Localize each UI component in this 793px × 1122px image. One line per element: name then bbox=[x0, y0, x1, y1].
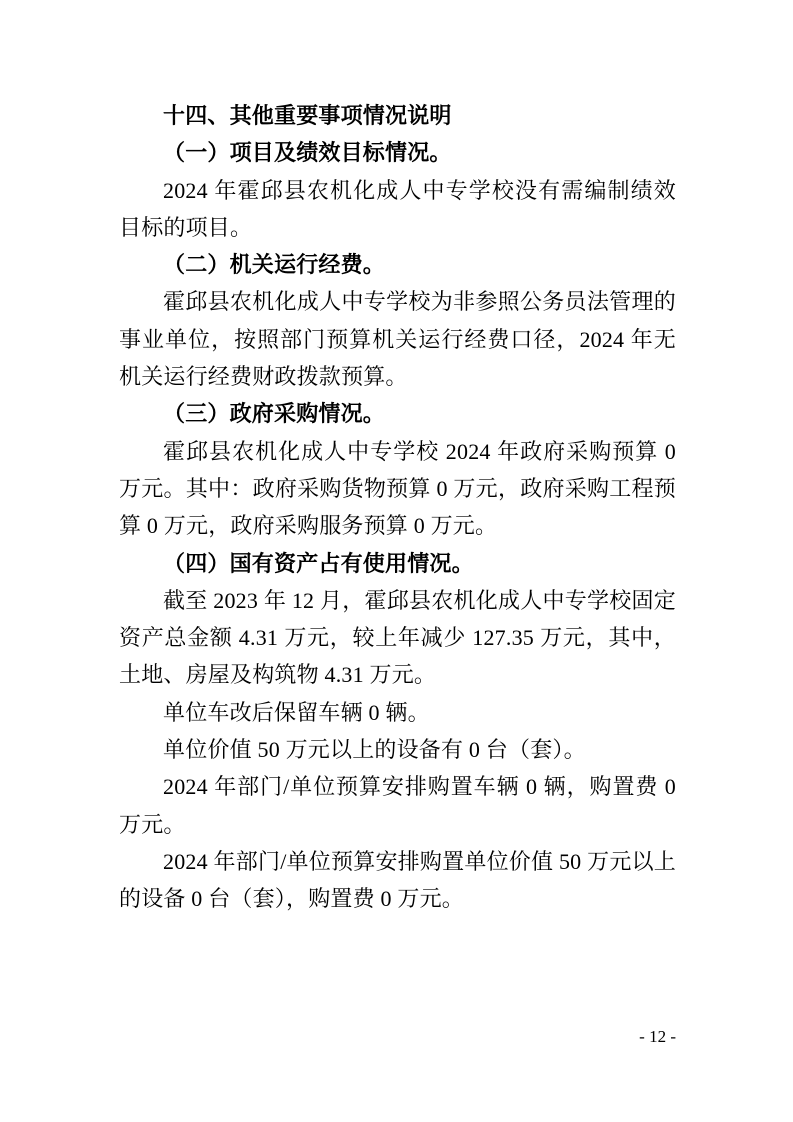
subsection-heading-3: （三）政府采购情况。 bbox=[163, 401, 386, 427]
paragraph-operating-funds: 霍邱县农机化成人中专学校为非参照公务员法管理的事业单位，按照部门预算机关运行经费口径，2024 年无机关运行经费财政拨款预算。 bbox=[119, 289, 676, 390]
subsection-heading-2: （二）机关运行经费。 bbox=[163, 252, 386, 278]
paragraph-performance-targets: 2024 年霍邱县农机化成人中专学校没有需编制绩效目标的项目。 bbox=[119, 177, 676, 240]
section-heading-14: 十四、其他重要事项情况说明 bbox=[163, 103, 452, 128]
page-number: - 12 - bbox=[639, 1027, 676, 1046]
document-body bbox=[119, 97, 676, 918]
subsection-heading-4: （四）国有资产占有使用情况。 bbox=[163, 550, 474, 576]
paragraph-vehicle-purchase: 2024 年部门/单位预算安排购置车辆 0 辆，购置费 0 万元。 bbox=[119, 774, 676, 837]
paragraph-equipment-over-50w: 单位价值 50 万元以上的设备有 0 台（套）。 bbox=[163, 737, 586, 763]
paragraph-state-assets: 截至 2023 年 12 月，霍邱县农机化成人中专学校固定资产总金额 4.31 万元，较上年减少 127.35 万元，其中，土地、房屋及构筑物 4.31 万元。 bbox=[119, 587, 676, 688]
paragraph-retained-vehicles: 单位车改后保留车辆 0 辆。 bbox=[163, 699, 430, 725]
paragraph-equipment-purchase: 2024 年部门/单位预算安排购置单位价值 50 万元以上的设备 0 台（套），购置费 0 万元。 bbox=[119, 848, 676, 912]
subsection-heading-1: （一）项目及绩效目标情况。 bbox=[163, 140, 452, 166]
paragraph-procurement: 霍邱县农机化成人中专学校 2024 年政府采购预算 0 万元。其中：政府采购货物预算 0 万元，政府采购工程预算 0 万元，政府采购服务预算 0 万元。 bbox=[119, 438, 676, 539]
